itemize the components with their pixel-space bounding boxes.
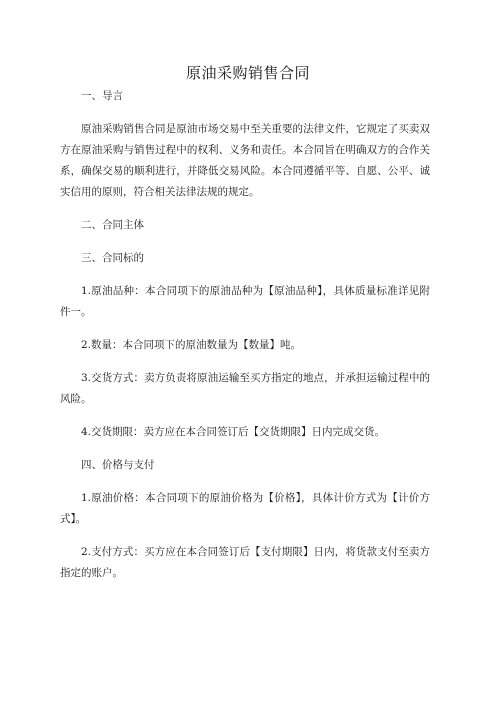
section-heading-price-payment: 四、价格与支付 bbox=[81, 459, 155, 471]
section-heading-subject: 三、合同标的 bbox=[81, 252, 144, 264]
intro-paragraph: 原油采购销售合同是原油市场交易中至关重要的法律文件，它规定了买卖双方在原油采购与销售过程中的权利、义务和责任。本合同旨在明确双方的合作关系，确保交易的顺利进行，并降低交易风险。本合同遵循平等、自愿、公平、诚实信用的原则，符合相关法律法规的规定。 bbox=[60, 123, 430, 198]
clause-payment-method: 2.支付方式：买方应在本合同签订后【支付期限】日内，将货款支付至卖方指定的账户。 bbox=[60, 546, 430, 579]
clause-oil-type: 1.原油品种：本合同项下的原油品种为【原油品种】，具体质量标准详见附件一。 bbox=[60, 285, 430, 318]
clause-oil-price: 1.原油价格：本合同项下的原油价格为【价格】，具体计价方式为【计价方式】。 bbox=[60, 492, 430, 525]
section-heading-parties: 二、合同主体 bbox=[81, 219, 144, 231]
clause-delivery-deadline: 4.交货期限：卖方应在本合同签订后【交货期限】日内完成交货。 bbox=[81, 426, 386, 438]
clause-quantity: 2.数量：本合同项下的原油数量为【数量】吨。 bbox=[81, 339, 302, 351]
clause-delivery-method: 3.交货方式：卖方负责将原油运输至买方指定的地点，并承担运输过程中的风险。 bbox=[60, 372, 430, 405]
document-body bbox=[60, 86, 430, 596]
document-title: 原油采购销售合同 bbox=[185, 64, 310, 82]
section-heading-intro: 一、导言 bbox=[81, 90, 123, 102]
